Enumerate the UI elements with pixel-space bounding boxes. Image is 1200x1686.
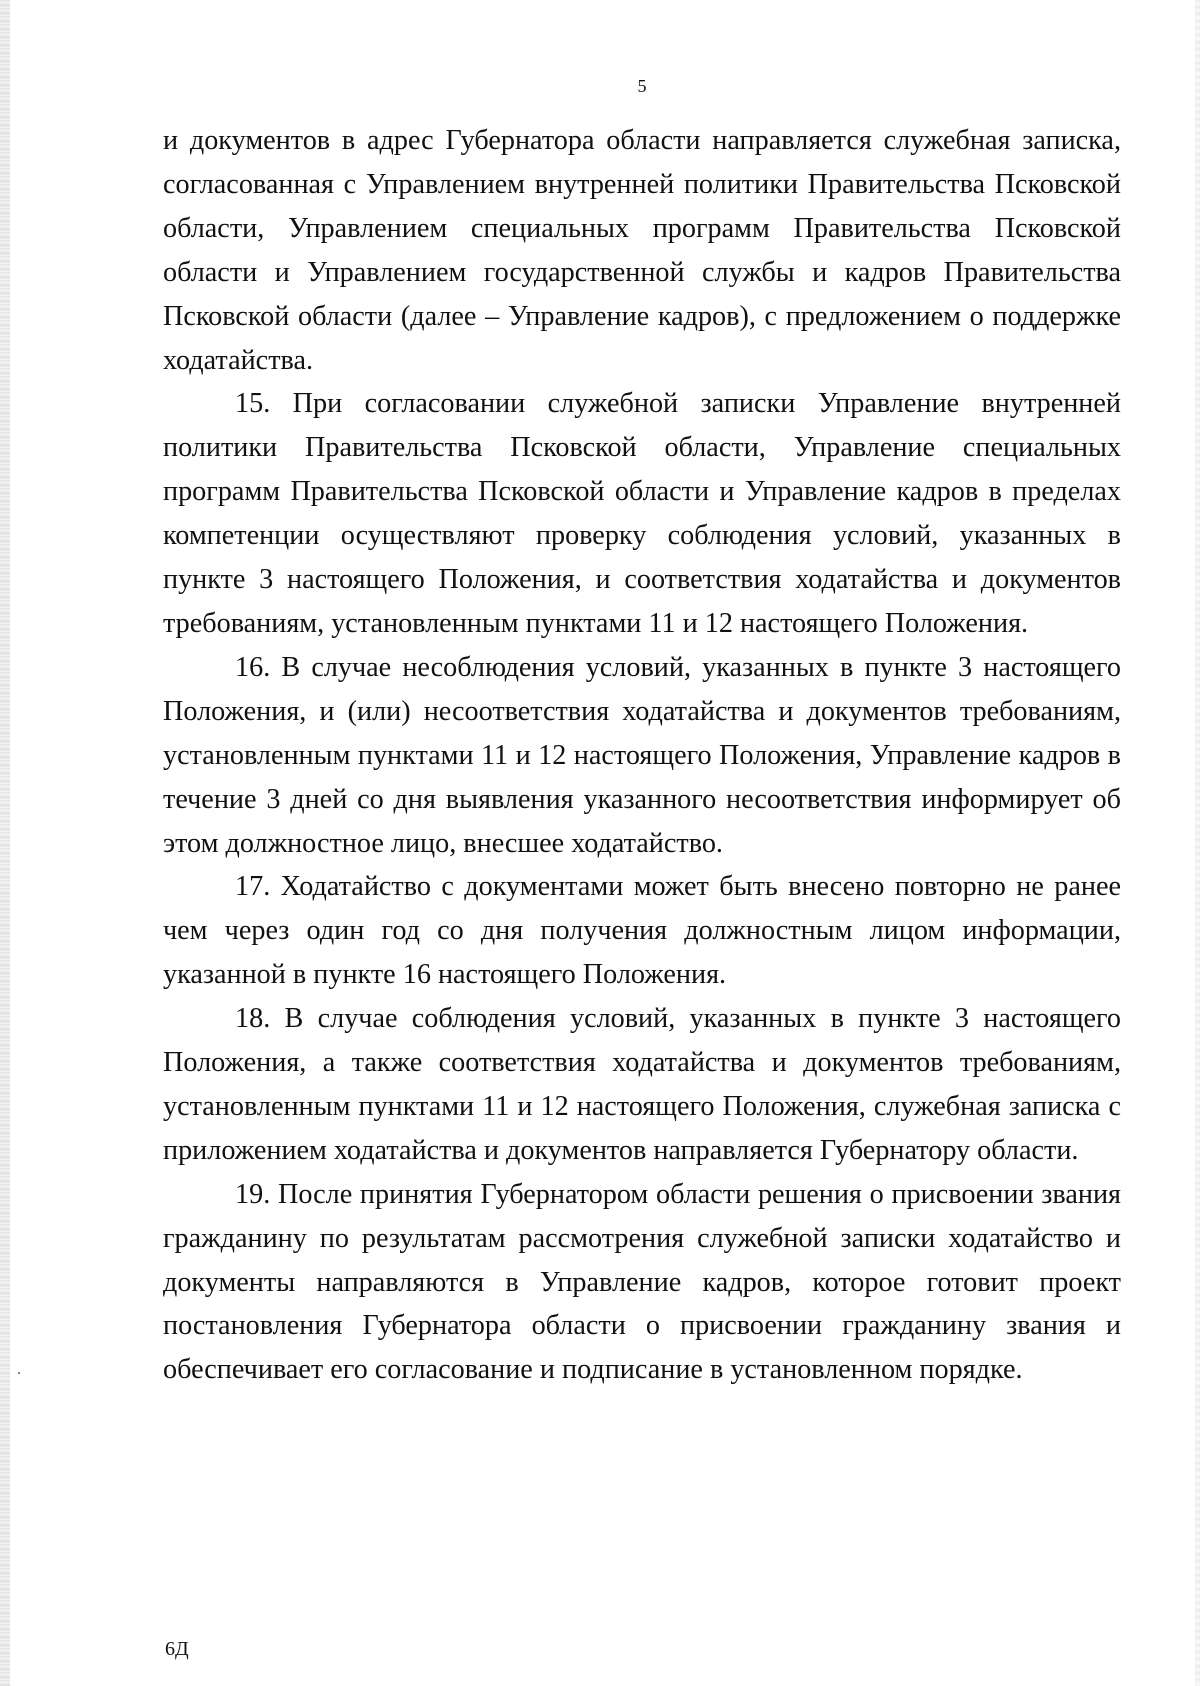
paragraph-item-17: 17. Ходатайство с документами может быть внесено повторно не ранее чем через один год со дня получения должностным лицом информации, указанной в пункте 16 настоящего Положения. [163, 871, 1121, 991]
paragraph-item-15: 15. При согласовании служебной записки Управление внутренней политики Правительства Псковской области, Управление специальных программ Правительства Псковской области и Управление кадров в пределах компетенции осуществляют проверку соблюдения условий, указанных в пункте 3 настоящего Положения, и соответствия ходатайства и документов требованиям, установленным пунктами 11 и 12 настоящего Положения. [163, 388, 1121, 639]
scan-edge-left [0, 0, 10, 1686]
paragraph-item-16: 16. В случае несоблюдения условий, указанных в пункте 3 настоящего Положения, и (или) несоответствия ходатайства и документов требованиям, установленным пунктами 11 и 12 настоящего Положения, Управление кадров в течение 3 дней со дня выявления указанного несоответствия информирует об этом должностное лицо, внесшее ходатайство. [163, 651, 1121, 859]
paragraph-continuation: и документов в адрес Губернатора области направляется служебная записка, согласованная с Управлением внутренней политики Правительства Псковской области, Управлением специальных программ Правительства Псковской области и Управлением государственной службы и кадров Правительства Псковской области (далее – Управление кадров), с предложением о поддержке ходатайства. [163, 125, 1121, 376]
scan-edge-right [1195, 0, 1200, 1686]
paragraph-item-18: 18. В случае соблюдения условий, указанных в пункте 3 настоящего Положения, а также соответствия ходатайства и документов требованиям, установленным пунктами 11 и 12 настоящего Положения, служебная записка с приложением ходатайства и документов направляется Губернатору области. [163, 1003, 1121, 1166]
document-body [163, 119, 1121, 1392]
scan-speck [18, 1372, 20, 1374]
page-number: 5 [637, 76, 647, 96]
paragraph-item-19: 19. После принятия Губернатором области решения о присвоении звания гражданину по результатам рассмотрения служебной записки ходатайство и документы направляются в Управление кадров, которое готовит проект постановления Губернатора области о присвоении гражданину звания и обеспечивает его согласование и подписание в установленном порядке. [163, 1178, 1121, 1386]
document-footer-code: 6Д [165, 1638, 189, 1660]
